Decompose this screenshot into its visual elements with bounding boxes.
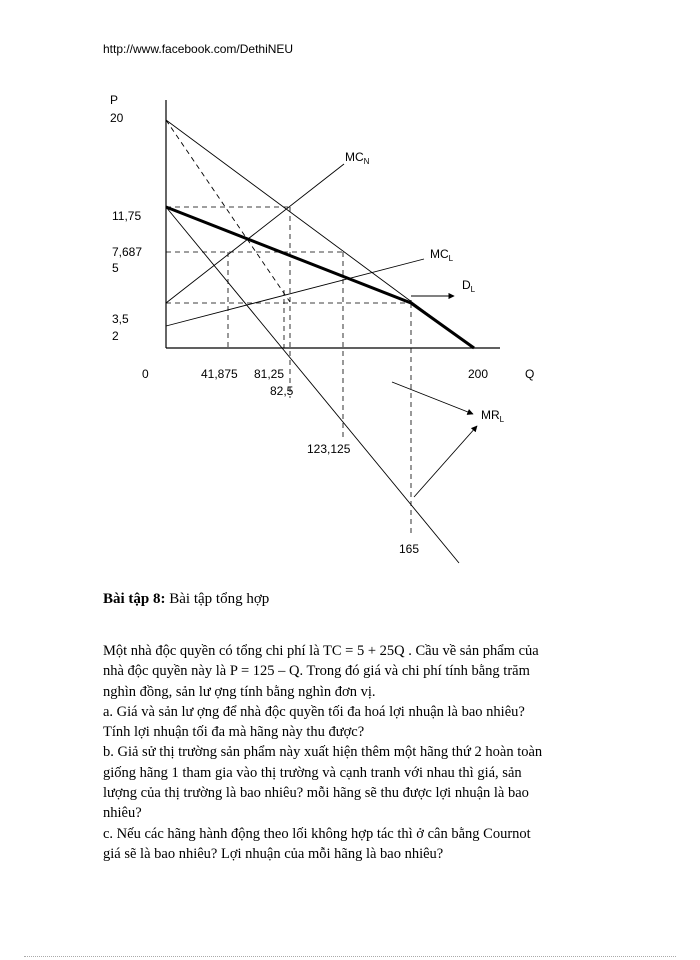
mrl-arrow-top xyxy=(392,382,473,414)
mcl-label: $MC_L$ xyxy=(430,247,454,263)
exercise-line: giá sẽ là bao nhiêu? Lợi nhuận của mỗi hãng là bao nhiêu? xyxy=(103,845,444,862)
mrl-arrow-bottom xyxy=(414,426,477,497)
y-tick-label: 2 xyxy=(112,329,119,343)
mrl-label: $MR_L$ xyxy=(481,408,505,424)
x-tick-label: 200 xyxy=(468,367,489,381)
exercise-line: c. Nếu các hãng hành động theo lối không hợp tác thì ở cân bằng Cournot xyxy=(103,825,531,842)
exercise-title xyxy=(103,591,269,608)
exercise-line: lượng của thị trường là bao nhiêu? mỗi hãng sẽ thu được lợi nhuận là bao xyxy=(103,785,529,802)
y-tick-label: 5 xyxy=(112,261,119,275)
exercise-line: a. Giá và sản lư ợng để nhà độc quyền tối đa hoá lợi nhuận là bao nhiêu? xyxy=(103,703,525,720)
mrl-line xyxy=(166,207,459,563)
exercise-line: b. Giả sử thị trường sản phẩm này xuất hiện thêm một hãng thứ 2 hoàn toàn xyxy=(103,744,543,761)
dl-kinked-line xyxy=(166,207,474,348)
exercise-line: nghìn đồng, sản lư ợng tính bằng nghìn đơn vị. xyxy=(103,683,376,700)
y-tick-label: 3,5 xyxy=(112,312,129,326)
exercise-line: giống hãng 1 tham gia vào thị trường và cạnh tranh với nhau thì giá, sản xyxy=(103,764,522,781)
y-tick-label: 11,75 xyxy=(112,209,142,223)
y-tick-label: 7,687 xyxy=(112,245,143,259)
x-tick-label: 41,875 xyxy=(201,367,238,381)
exercise-line: nhiêu? xyxy=(103,805,142,822)
x-axis-label: Q xyxy=(525,367,535,381)
exercise-body xyxy=(103,641,603,864)
x-tick-label: 165 xyxy=(399,542,420,556)
exercise-line: nhà độc quyền này là P = 125 – Q. Trong đó giá và chi phí tính bằng trăm xyxy=(103,663,530,680)
mcn-label: $MC_N$ xyxy=(345,150,370,166)
x-tick-label: 81,25 xyxy=(254,367,285,381)
exercise-title-bold: Bài tập 8: xyxy=(103,591,166,607)
page-bottom-divider xyxy=(24,956,676,957)
exercise-line: Tính lợi nhuận tối đa mà hãng này thu được? xyxy=(103,724,365,741)
y-tick-label: 20 xyxy=(110,111,124,125)
x-tick-label: 82,5 xyxy=(270,384,294,398)
x-tick-label: 123,125 xyxy=(307,442,351,456)
y-axis-label: P xyxy=(110,93,119,107)
exercise-line: Một nhà độc quyền có tổng chi phí là TC = 5 + 25Q . Cầu về sản phẩm của xyxy=(103,643,539,659)
header-url: http://www.facebook.com/DethiNEU xyxy=(103,42,294,56)
exercise-title-rest: Bài tập tổng hợp xyxy=(165,591,270,607)
x-tick-label: 0 xyxy=(142,367,149,381)
dl-label: $D_L$ xyxy=(462,278,476,294)
mcn-line xyxy=(166,164,344,303)
